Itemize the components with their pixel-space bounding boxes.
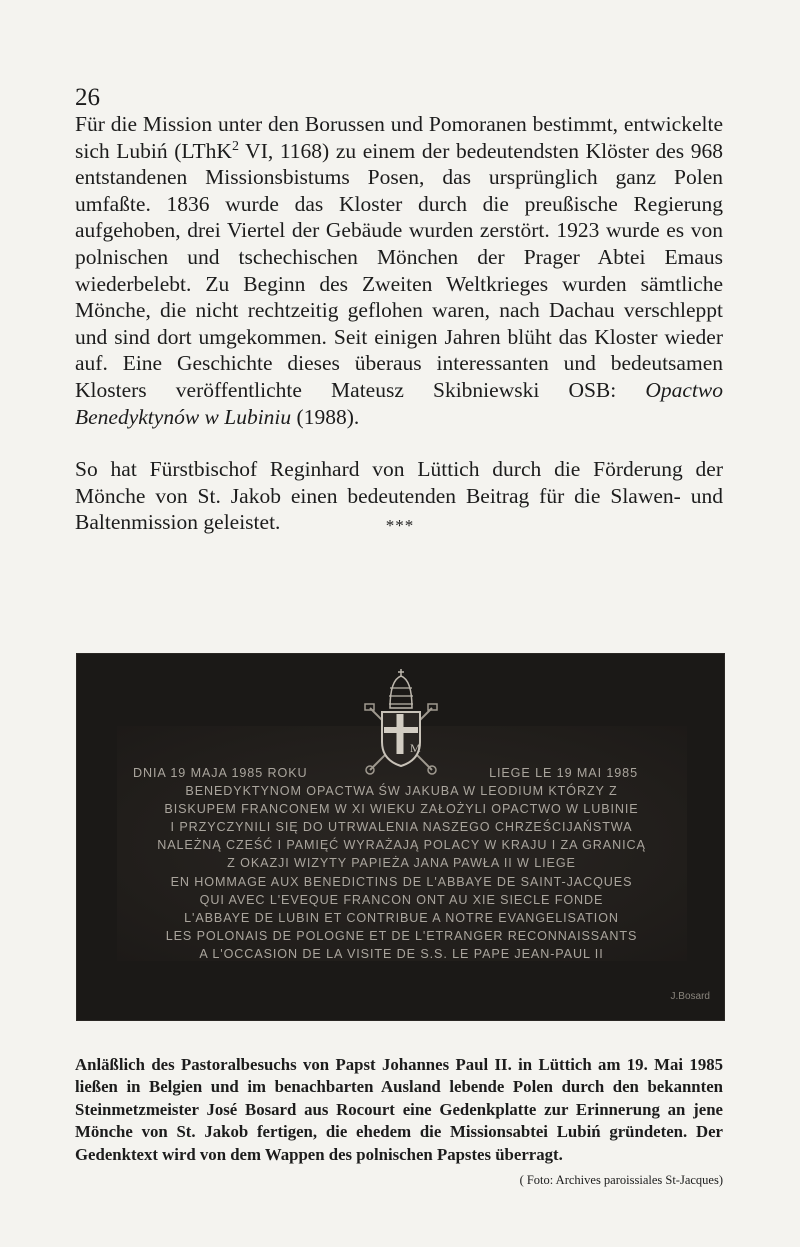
- paragraph-reginhard: So hat Fürstbischof Reginhard von Lüttich durch die Förderung der Mönche von St. Jakob einen bedeutenden Beitrag für die Slawen- und Baltenmission geleistet.: [75, 457, 723, 535]
- plaque-line: L'ABBAYE DE LUBIN ET CONTRIBUE A NOTRE EVANGELISATION: [184, 910, 619, 925]
- plaque-line: I PRZYCZYNILI SIĘ DO UTRWALENIA NASZEGO CHRZEŚCIJAŃSTWA: [170, 820, 633, 835]
- plaque-line: BENEDYKTYNOM OPACTWA ŚW JAKUBA W LEODIUM KTÓRZY Z: [185, 784, 618, 799]
- paragraph-lubin-history: [75, 111, 723, 430]
- paragraph-1-part-1: Für die Mission unter den Borussen und Pomoranen bestimmt, entwickelte sich Lubiń (LThK: [75, 112, 723, 163]
- caption-text: Anläßlich des Pastoralbesuchs von Papst Johannes Paul II. in Lüttich am 19. Mai 1985 ließen in Belgien und im benachbarten Ausland lebende Polen durch den bekannten Steinmetzmeister José Bosard aus Rocourt eine Gedenkplatte zur Erinnerung an jene Mönche von St. Jakob fertigen, die ehedem die Missionsabtei Lubiń gründeten. Der Gedenktext wird von dem Wappen des polnischen Papstes überragt.: [75, 1055, 723, 1164]
- plaque-line: NALEŻNĄ CZEŚĆ I PAMIĘĆ WYRAŻAJĄ POLACY W KRAJU I ZA GRANICĄ: [157, 838, 646, 853]
- photo-credit: ( Foto: Archives paroissiales St-Jacques): [519, 1173, 723, 1188]
- plaque-line: EN HOMMAGE AUX BENEDICTINS DE L'ABBAYE DE SAINT-JACQUES: [170, 874, 633, 889]
- body-text: [75, 111, 723, 536]
- plaque-line: LES POLONAIS DE POLOGNE ET DE L'ETRANGER RECONNAISSANTS: [165, 928, 638, 943]
- superscript-edition: 2: [231, 138, 239, 154]
- plaque-line: A L'OCCASION DE LA VISITE DE S.S. LE PAPE JEAN-PAUL II: [199, 946, 604, 961]
- plaque-date-polish: DNIA 19 MAJA 1985 ROKU: [133, 766, 308, 780]
- plaque-line: QUI AVEC L'EVEQUE FRANCON ONT AU XIE SIECLE FONDE: [199, 892, 604, 907]
- photo-caption: [75, 1054, 723, 1191]
- papal-coat-of-arms-icon: [358, 666, 444, 776]
- plaque-date-line: [77, 764, 725, 782]
- coat-of-arms-letter: M: [410, 741, 421, 755]
- plaque-date-french: LIEGE LE 19 MAI 1985: [489, 766, 638, 780]
- paragraph-1-part-3: (1988).: [291, 404, 360, 429]
- book-title: Opactwo Benedyktynów w Lubiniu: [75, 377, 723, 429]
- page-number: 26: [75, 84, 100, 111]
- section-separator: ***: [385, 516, 415, 535]
- plaque-line: Z OKAZJI WIZYTY PAPIEŻA JANA PAWŁA II W LIEGE: [227, 856, 576, 871]
- plaque-line: BISKUPEM FRANCONEM W XI WIEKU ZAŁOŻYLI OPACTWO W LUBINIE: [164, 802, 639, 817]
- plaque-inscription: [77, 764, 725, 963]
- memorial-plaque-photo: [76, 653, 725, 1021]
- sculptor-signature: J.Bosard: [670, 991, 710, 1002]
- paragraph-1-part-2: VI, 1168) zu einem der bedeutendsten Klöster des 968 entstandenen Missionsbistums Posen, das ursprünglich ganz Polen umfaßte. 1836 wurde das Kloster durch die preußische Regierung aufgehoben, drei Viertel der Gebäude wurden zerstört. 1923 wurde es von polnischen und tschechischen Mönchen der Prager Abtei Emaus wiederbelebt. Zu Beginn des Zweiten Weltkrieges wurden sämtliche Mönche, die nicht rechtzeitig geflohen waren, nach Dachau verschleppt und sind dort umgekommen. Seit einigen Jahren blüht das Kloster wieder auf. Eine Geschichte dieses überaus interessanten und bedeutsamen Klosters veröffentlichte Mateusz Skibniewski OSB:: [75, 138, 724, 402]
